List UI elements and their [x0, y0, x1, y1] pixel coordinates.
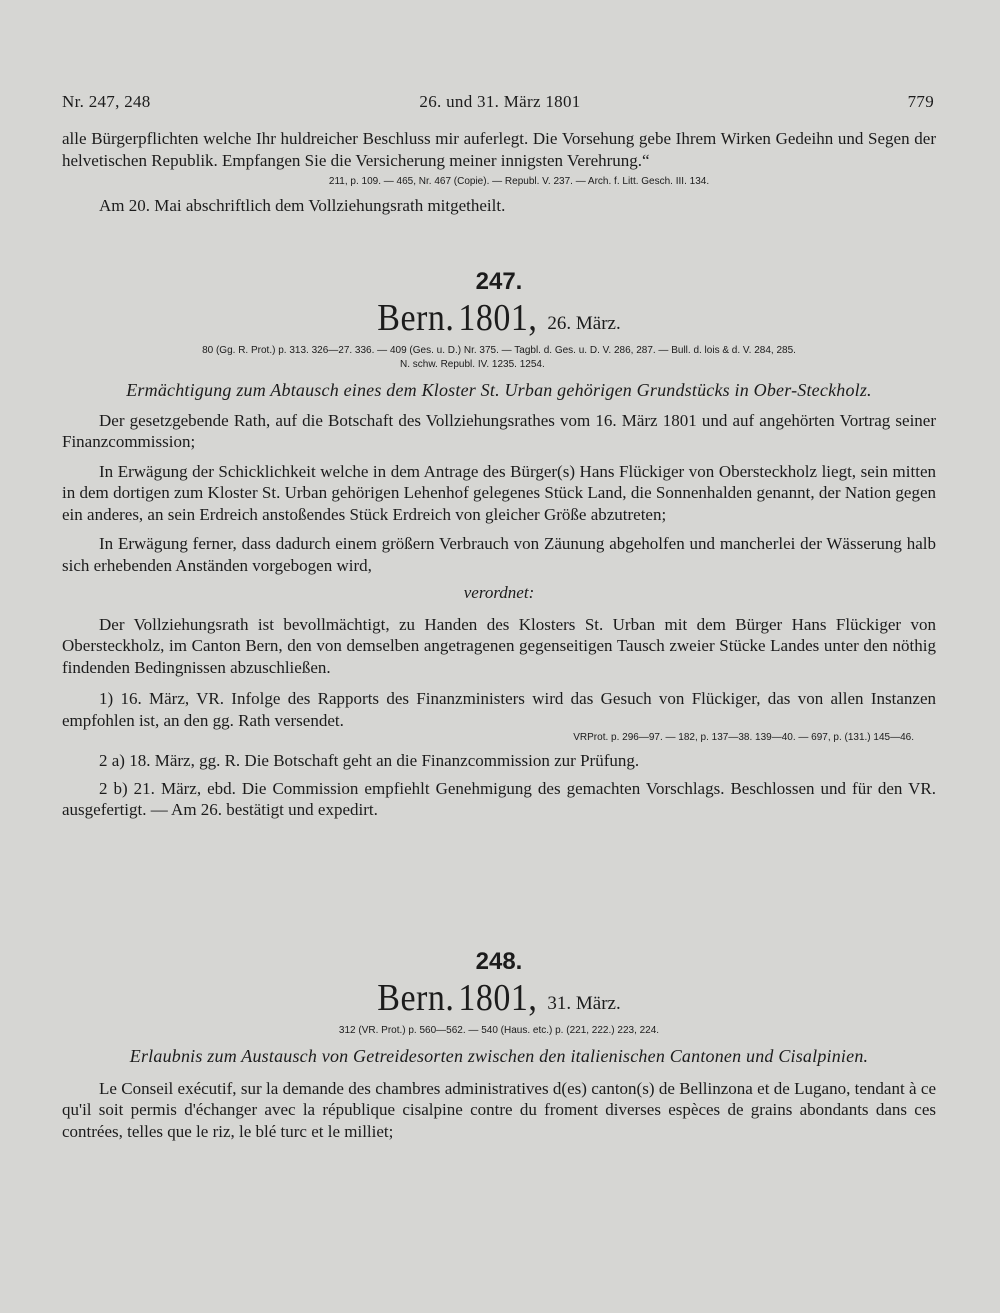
doc-247-note-2b: 2 b) 21. März, ebd. Die Commission empfiehlt Genehmigung des gemachten Vorschlags. Beschlossen und für den VR. ausgefertigt. — Am 26. bestätigt und expedirt.	[62, 778, 936, 819]
running-header-center: 26. und 31. März 1801	[419, 92, 581, 111]
doc-247-paragraph-4: Der Vollziehungsrath ist bevollmächtigt, zu Handen des Klosters St. Urban mit dem Bürger Hans Flückiger von Obersteckholz, im Canton Bern, den von demselben angetragenen gegenseitigen Tausch zweier Stücke Landes unter den nöthig findenden Bedingnissen abzuschließen.	[62, 614, 936, 677]
doc-248-title: Erlaubnis zum Austausch von Getreidesorten zwischen den italienischen Cantonen und Cisalpinien.	[129, 1046, 869, 1066]
intro-section	[62, 128, 936, 217]
doc-248-year: 1801,	[458, 977, 538, 1020]
doc-247-verordnet: verordnet:	[463, 583, 535, 602]
doc-247-ref-line2: N. schw. Republ. IV. 1235. 1254.	[400, 359, 545, 370]
running-header-left: Nr. 247, 248	[62, 92, 151, 111]
document-248	[62, 948, 936, 1142]
doc-247-paragraph-2: In Erwägung der Schicklichkeit welche in dem Antrage des Bürger(s) Hans Flückiger von Obersteckholz liegt, sein mitten in dem dortigen zum Kloster St. Urban gehörigen Lehenhof gelegenes Stück Land, die Sonnenhalden genannt, der Nation gegen ein anderes, an sein Erdreich anstoßendes Stück Erdreich von gleicher Größe abzutreten;	[62, 461, 936, 524]
intro-paragraph: alle Bürgerpflichten welche Ihr huldreicher Beschluss mir auferlegt. Die Vorsehung gebe Ihrem Wirken Gedeihn und Segen der helvetischen Republik. Empfangen Sie die Versicherung meiner innigsten Verehrung.“	[62, 129, 936, 170]
intro-note: Am 20. Mai abschriftlich dem Vollziehungsrath mitgetheilt.	[99, 196, 506, 215]
page-number: 779	[907, 92, 934, 111]
doc-247-date: 26. März.	[547, 313, 621, 334]
doc-247-note-1: 1) 16. März, VR. Infolge des Rapports des Finanzministers wird das Gesuch von Flückiger, das von allen Instanzen empfohlen ist, an den gg. Rath versendet.	[62, 689, 936, 730]
doc-247-note-1-ref: VRProt. p. 296—97. — 182, p. 137—38. 139—40. — 697, p. (131.) 145—46.	[573, 732, 914, 743]
doc-247-year: 1801,	[458, 297, 538, 340]
document-247	[62, 268, 936, 821]
doc-248-place: Bern.	[377, 977, 455, 1020]
doc-248-reference: 312 (VR. Prot.) p. 560—562. — 540 (Haus. etc.) p. (221, 222.) 223, 224.	[338, 1025, 660, 1036]
doc-247-paragraph-1: Der gesetzgebende Rath, auf die Botschaft des Vollziehungsrathes vom 16. März 1801 und auf angehörten Vortrag seiner Finanzcommission;	[62, 410, 936, 451]
doc-247-number: 247.	[475, 268, 523, 295]
doc-247-place-date	[62, 297, 936, 340]
doc-248-number: 248.	[475, 948, 523, 975]
doc-248-paragraph-1: Le Conseil exécutif, sur la demande des chambres administratives d(es) canton(s) de Bellinzona et de Lugano, tendant à ce qu'il soit permis d'échanger avec la république cisalpine contre du froment diverses espèces de grains abondants dans ces contrées, telles que le riz, le blé turc et le milliet;	[62, 1078, 936, 1141]
intro-reference: 211, p. 109. — 465, Nr. 467 (Copie). — Republ. V. 237. — Arch. f. Litt. Gesch. III. 134.	[328, 176, 710, 187]
doc-247-paragraph-3: In Erwägung ferner, dass dadurch einem größern Verbrauch von Zäunung abgeholfen und mancherlei der Wässerung halb sich erhebenden Anständen vorgebogen wird,	[62, 534, 936, 575]
doc-248-place-date	[62, 977, 936, 1020]
doc-247-place: Bern.	[377, 297, 455, 340]
doc-247-note-2a: 2 a) 18. März, gg. R. Die Botschaft geht an die Finanzcommission zur Prüfung.	[99, 751, 640, 770]
doc-247-ref-line1: 80 (Gg. R. Prot.) p. 313. 326—27. 336. — 409 (Ges. u. D.) Nr. 375. — Tagbl. d. Ges. u. D. V. 286, 287. — Bull. d. lois & d. V. 284, 285.	[202, 345, 796, 356]
doc-248-date: 31. März.	[547, 993, 621, 1014]
doc-247-title: Ermächtigung zum Abtausch eines dem Kloster St. Urban gehörigen Grundstücks in Ober-Steckholz.	[126, 380, 872, 400]
